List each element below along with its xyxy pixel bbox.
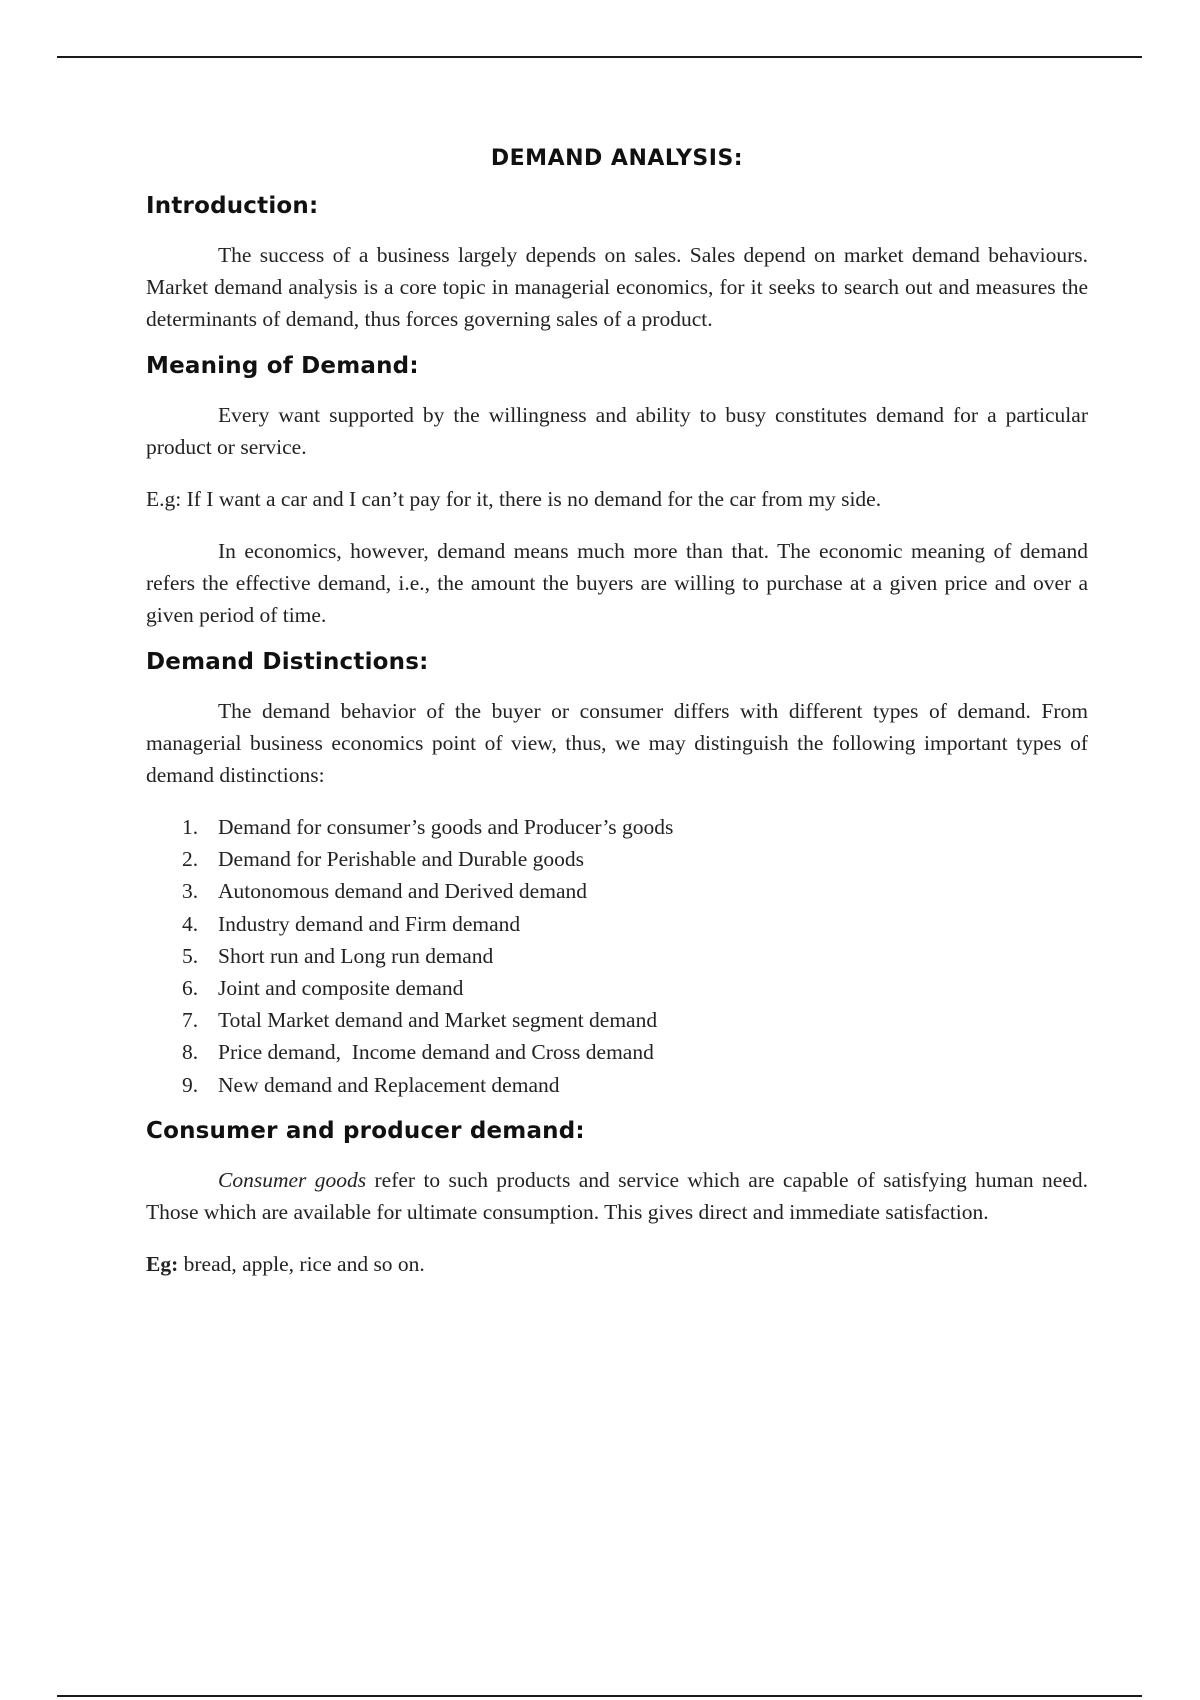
paragraph-distinctions: The demand behavior of the buyer or consumer differs with different types of demand. From managerial business economics point of view, thus, we may distinguish the following important types of demand distinctions: <box>146 699 1088 787</box>
heading-consumer-producer-demand: Consumer and producer demand: <box>146 1117 585 1144</box>
paragraph-introduction: The success of a business largely depends on sales. Sales depend on market demand behaviours. Market demand analysis is a core topic in managerial economics, for it seeks to search out and measures the determinants of demand, thus forces governing sales of a product. <box>146 243 1088 331</box>
list-item: Price demand, Income demand and Cross demand <box>218 1040 654 1065</box>
list-item: Demand for consumer’s goods and Producer’s goods <box>218 815 674 839</box>
list-item: Demand for Perishable and Durable goods <box>218 847 584 872</box>
distinctions-list <box>146 811 1088 1101</box>
heading-introduction: Introduction: <box>146 193 319 219</box>
list-item: New demand and Replacement demand <box>218 1072 560 1097</box>
heading-meaning-of-demand: Meaning of Demand: <box>146 353 419 379</box>
document-title: DEMAND ANALYSIS: <box>490 146 744 171</box>
list-item: Joint and composite demand <box>218 976 464 1001</box>
paragraph-meaning-example: E.g: If I want a car and I can’t pay for it, there is no demand for the car from my side. <box>146 487 882 511</box>
heading-demand-distinctions: Demand Distinctions: <box>146 649 429 675</box>
paragraph-meaning-2: In economics, however, demand means much more than that. The economic meaning of demand refers the effective demand, i.e., the amount the buyers are willing to purchase at a given price and over a given period of time. <box>146 539 1088 627</box>
list-item: Total Market demand and Market segment demand <box>218 1008 658 1033</box>
consumer-goods-definition: refer to such products and service which are capable of satisfying human need. Those which are available for ultimate consumption. This gives direct and immediate satisfaction. <box>146 1167 1088 1224</box>
header-rule <box>57 56 1142 58</box>
paragraph-meaning-1: Every want supported by the willingness and ability to busy constitutes demand for a particular product or service. <box>146 403 1088 459</box>
term-consumer-goods: Consumer goods <box>218 1167 367 1192</box>
paragraph-consumer-example <box>146 1248 1088 1280</box>
example-label: Eg: <box>146 1251 179 1276</box>
list-item: Autonomous demand and Derived demand <box>218 879 587 904</box>
example-text: bread, apple, rice and so on. <box>178 1251 425 1276</box>
footer-rule <box>57 1695 1142 1697</box>
document-body <box>146 140 1088 1280</box>
list-item: Industry demand and Firm demand <box>218 911 521 936</box>
list-item: Short run and Long run demand <box>218 943 494 968</box>
paragraph-consumer-goods <box>146 1164 1088 1228</box>
